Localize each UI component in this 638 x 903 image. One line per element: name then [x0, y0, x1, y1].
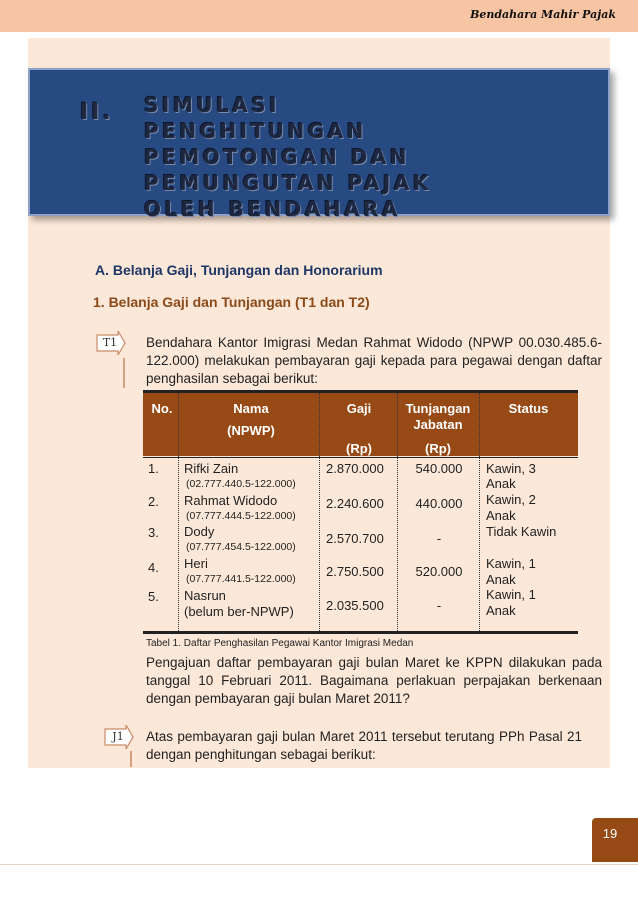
- j1-tag: [104, 725, 134, 749]
- cell-no: 2.: [148, 494, 159, 509]
- column-separator: [479, 393, 480, 631]
- cell-no: 1.: [148, 461, 159, 476]
- page-number-badge: [592, 818, 638, 862]
- cell-status: Tidak Kawin: [486, 524, 557, 539]
- column-separator: [178, 393, 179, 631]
- cell-status: Kawin, 2: [486, 492, 536, 507]
- page-number: 19: [602, 826, 618, 841]
- table-header-rule: [143, 457, 578, 458]
- chapter-title-line: PENGHITUNGAN: [144, 119, 367, 143]
- t1-tag-label: T1: [102, 336, 118, 349]
- subsection-heading-1: 1. Belanja Gaji dan Tunjangan (T1 dan T2): [93, 294, 370, 310]
- cell-gaji: 2.570.700: [326, 531, 384, 546]
- cell-tunjangan: 440.000: [415, 496, 463, 511]
- cell-npwp: (07.777.441.5-122.000): [186, 573, 296, 585]
- header-tunjangan-unit: (Rp): [425, 441, 451, 456]
- header-npwp: (NPWP): [227, 423, 275, 438]
- column-separator: [319, 393, 320, 631]
- cell-gaji: 2.750.500: [326, 564, 384, 579]
- cell-npwp: (07.777.444.5-122.000): [186, 510, 296, 522]
- cell-nama: Dody: [184, 524, 215, 539]
- cell-status: Kawin, 3: [486, 461, 536, 476]
- cell-gaji: 2.035.500: [326, 598, 384, 613]
- cell-tunjangan: 540.000: [415, 461, 463, 476]
- header-jabatan: Jabatan: [413, 417, 463, 432]
- cell-tunjangan: -: [436, 598, 442, 613]
- chapter-title-line: SIMULASI: [144, 93, 281, 117]
- t1-tag-bar: [123, 358, 125, 388]
- section-heading-a: A. Belanja Gaji, Tunjangan dan Honorarium: [95, 262, 383, 278]
- cell-nama: Nasrun: [184, 588, 226, 603]
- cell-status-2: Anak: [486, 476, 516, 491]
- cell-npwp: (belum ber-NPWP): [184, 604, 294, 619]
- header-title: Bendahara Mahir Pajak: [470, 8, 616, 21]
- table-header: [143, 390, 578, 456]
- cell-no: 5.: [148, 589, 159, 604]
- cell-npwp: (07.777.454.5-122.000): [186, 541, 296, 553]
- footer-rule: [0, 864, 638, 865]
- cell-no: 4.: [148, 560, 159, 575]
- cell-no: 3.: [148, 525, 159, 540]
- j1-tag-label: J1: [112, 730, 124, 743]
- cell-status-2: Anak: [486, 508, 516, 523]
- chapter-title-line: PEMUNGUTAN PAJAK: [144, 171, 432, 195]
- question-paragraph: Pengajuan daftar pembayaran gaji bulan Maret ke KPPN dilakukan pada tanggal 10 Februari 2011. Bagaimana perlakuan perpajakan berkenaan dengan pembayaran gaji bulan Maret 2011?: [146, 655, 602, 706]
- header-nama: Nama: [233, 401, 269, 416]
- cell-tunjangan: 520.000: [415, 564, 463, 579]
- chapter-banner: [28, 68, 610, 221]
- header-status: Status: [508, 401, 549, 416]
- t1-tag: [96, 331, 126, 355]
- chapter-title-line: PEMOTONGAN DAN: [144, 145, 411, 169]
- cell-status-2: Anak: [486, 572, 516, 587]
- answer-paragraph: Atas pembayaran gaji bulan Maret 2011 tersebut terutang PPh Pasal 21 dengan penghitungan sebagai berikut:: [146, 729, 582, 762]
- intro-paragraph: Bendahara Kantor Imigrasi Medan Rahmat Widodo (NPWP 00.030.485.6-122.000) melakukan pembayaran gaji kepada para pegawai dengan daftar penghasilan sebagai berikut:: [146, 335, 602, 386]
- header-tunjangan: Tunjangan: [405, 401, 471, 416]
- chapter-title-line: OLEH BENDAHARA: [144, 197, 401, 221]
- chapter-title: [144, 92, 432, 222]
- cell-tunjangan: -: [436, 531, 442, 546]
- column-separator: [397, 393, 398, 631]
- cell-nama: Rifki Zain: [184, 461, 239, 476]
- cell-gaji: 2.240.600: [326, 496, 384, 511]
- cell-status-2: Anak: [486, 603, 516, 618]
- header-gaji-unit: (Rp): [346, 441, 372, 456]
- cell-status: Kawin, 1: [486, 556, 536, 571]
- cell-nama: Heri: [184, 556, 208, 571]
- header-no: No.: [151, 401, 173, 416]
- header-gaji: Gaji: [346, 401, 372, 416]
- j1-tag-bar: [130, 751, 132, 767]
- table-bottom-rule: [143, 631, 578, 634]
- table-caption: Tabel 1. Daftar Penghasilan Pegawai Kantor Imigrasi Medan: [146, 638, 414, 649]
- cell-npwp: (02.777.440.5-122.000): [186, 478, 296, 490]
- cell-gaji: 2.870.000: [326, 461, 384, 476]
- cell-nama: Rahmat Widodo: [184, 493, 278, 508]
- chapter-number: II.: [80, 100, 114, 125]
- cell-status: Kawin, 1: [486, 587, 536, 602]
